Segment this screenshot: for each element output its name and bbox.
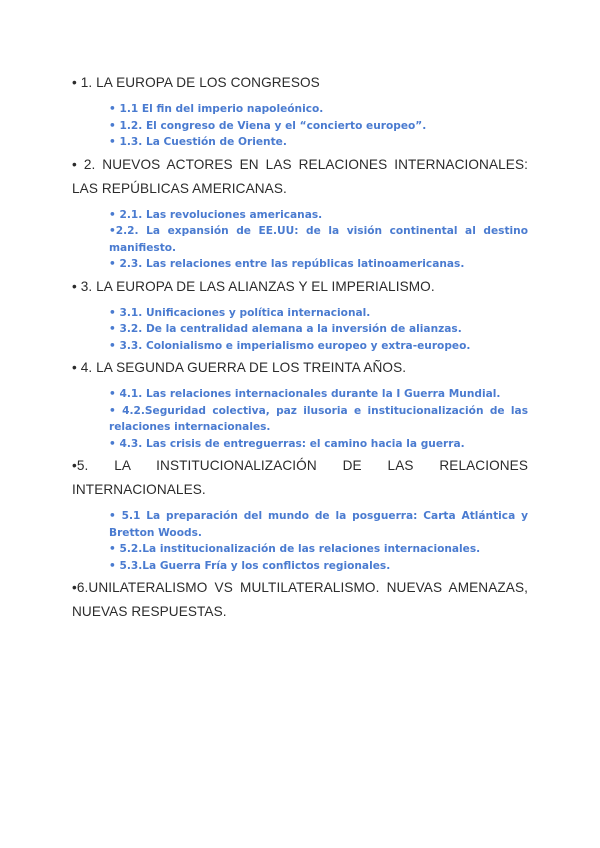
subsection-list — [109, 101, 528, 151]
section-title: • 1. LA EUROPA DE LOS CONGRESOS — [72, 75, 320, 90]
subsection-item: • 1.1 El fin del imperio napoleónico. — [109, 103, 324, 115]
section-title: • 4. LA SEGUNDA GUERRA DE LOS TREINTA AÑOS. — [72, 360, 407, 375]
subsection-list — [109, 305, 528, 355]
subsection-item: • 4.1. Las relaciones internacionales durante la I Guerra Mundial. — [109, 388, 501, 400]
section-title: •6.UNILATERALISMO VS MULTILATERALISMO. NUEVAS AMENAZAS, NUEVAS RESPUESTAS. — [72, 580, 528, 619]
subsection-item: • 3.2. De la centralidad alemana a la inversión de alianzas. — [109, 323, 462, 335]
section-title: •5. LA INSTITUCIONALIZACIÓN DE LAS RELACIONES INTERNACIONALES. — [72, 458, 528, 497]
subsection-item: • 4.2.Seguridad colectiva, paz ilusoria e institucionalización de las relaciones internacionales. — [109, 404, 528, 433]
section-2 — [72, 153, 528, 273]
subsection-list — [109, 386, 528, 452]
subsection-item: • 3.1. Unificaciones y política internacional. — [109, 306, 371, 319]
subsection-item: • 1.2. El congreso de Viena y el “concierto europeo”. — [109, 119, 427, 132]
subsection-list — [109, 508, 528, 574]
section-1 — [72, 71, 528, 151]
section-title: • 2. NUEVOS ACTORES EN LAS RELACIONES INTERNACIONALES: LAS REPÚBLICAS AMERICANAS. — [72, 156, 528, 196]
subsection-item: • 2.3. Las relaciones entre las repúblicas latinoamericanas. — [109, 258, 465, 270]
section-5 — [72, 454, 528, 574]
subsection-item: • 1.3. La Cuestión de Oriente. — [109, 136, 287, 148]
section-3 — [72, 275, 528, 355]
subsection-item: • 3.3. Colonialismo e imperialismo europeo y extra-europeo. — [109, 339, 471, 352]
course-outline — [72, 71, 528, 624]
section-6 — [72, 576, 528, 624]
subsection-list — [109, 207, 528, 273]
subsection-item: • 5.1 La preparación del mundo de la posguerra: Carta Atlántica y Bretton Woods. — [109, 510, 528, 539]
subsection-item: • 5.3.La Guerra Fría y los conflictos regionales. — [109, 559, 391, 572]
section-title: • 3. LA EUROPA DE LAS ALIANZAS Y EL IMPERIALISMO. — [72, 278, 435, 294]
subsection-item: • 4.3. Las crisis de entreguerras: el camino hacia la guerra. — [109, 437, 465, 450]
section-4 — [72, 356, 528, 452]
subsection-item: •2.2. La expansión de EE.UU: de la visión continental al destino manifiesto. — [109, 225, 528, 254]
subsection-item: • 5.2.La institucionalización de las relaciones internacionales. — [109, 543, 481, 555]
subsection-item: • 2.1. Las revoluciones americanas. — [109, 208, 323, 221]
